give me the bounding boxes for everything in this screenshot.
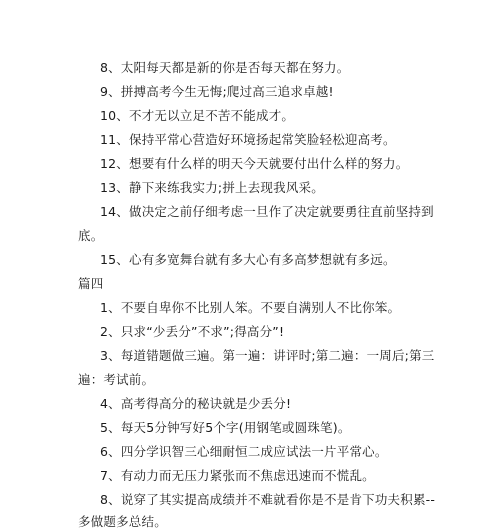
list-item-13: 13、静下来练我实力;拼上去现我风采。 xyxy=(100,180,324,195)
list-item-3: 3、每道错题做三遍。第一遍：讲评时;第二遍：一周后;第三 xyxy=(100,348,435,363)
list-item-15: 15、心有多宽舞台就有多大心有多高梦想就有多远。 xyxy=(100,252,396,267)
list-item-8: 8、太阳每天都是新的你是否每天都在努力。 xyxy=(100,60,350,75)
list-item-4: 4、高考得高分的秘诀就是少丢分! xyxy=(100,396,292,411)
list-item-8b: 8、说穿了其实提高成绩并不难就看你是不是肯下功夫积累-- xyxy=(100,492,436,507)
list-item-7: 7、有动力而无压力紧张而不焦虑迅速而不慌乱。 xyxy=(100,468,375,483)
list-item-6: 6、四分学识智三心细耐恒二成应试法一片平常心。 xyxy=(100,444,388,459)
list-item-11: 11、保持平常心营造好环境扬起常笑脸轻松迎高考。 xyxy=(100,132,396,147)
list-item-1: 1、不要自卑你不比别人笨。不要自满别人不比你笨。 xyxy=(100,300,401,315)
list-item-12: 12、想要有什么样的明天今天就要付出什么样的努力。 xyxy=(100,156,409,171)
list-item-5: 5、每天5分钟写好5个字(用钢笔或圆珠笔)。 xyxy=(100,420,351,435)
list-item-10: 10、不才无以立足不苦不能成才。 xyxy=(100,108,295,123)
list-item-8b-continued: 多做题多总结。 xyxy=(78,514,167,529)
list-item-14: 14、做决定之前仔细考虑一旦作了决定就要勇往直前坚持到 xyxy=(100,204,434,219)
list-item-14-continued: 底。 xyxy=(78,228,104,243)
list-item-2: 2、只求“少丢分”不求”;得高分”! xyxy=(100,324,285,339)
section-heading: 篇四 xyxy=(78,276,104,291)
list-item-9: 9、拼搏高考今生无悔;爬过高三追求卓越! xyxy=(100,84,334,99)
list-item-3-continued: 遍：考试前。 xyxy=(78,372,155,387)
